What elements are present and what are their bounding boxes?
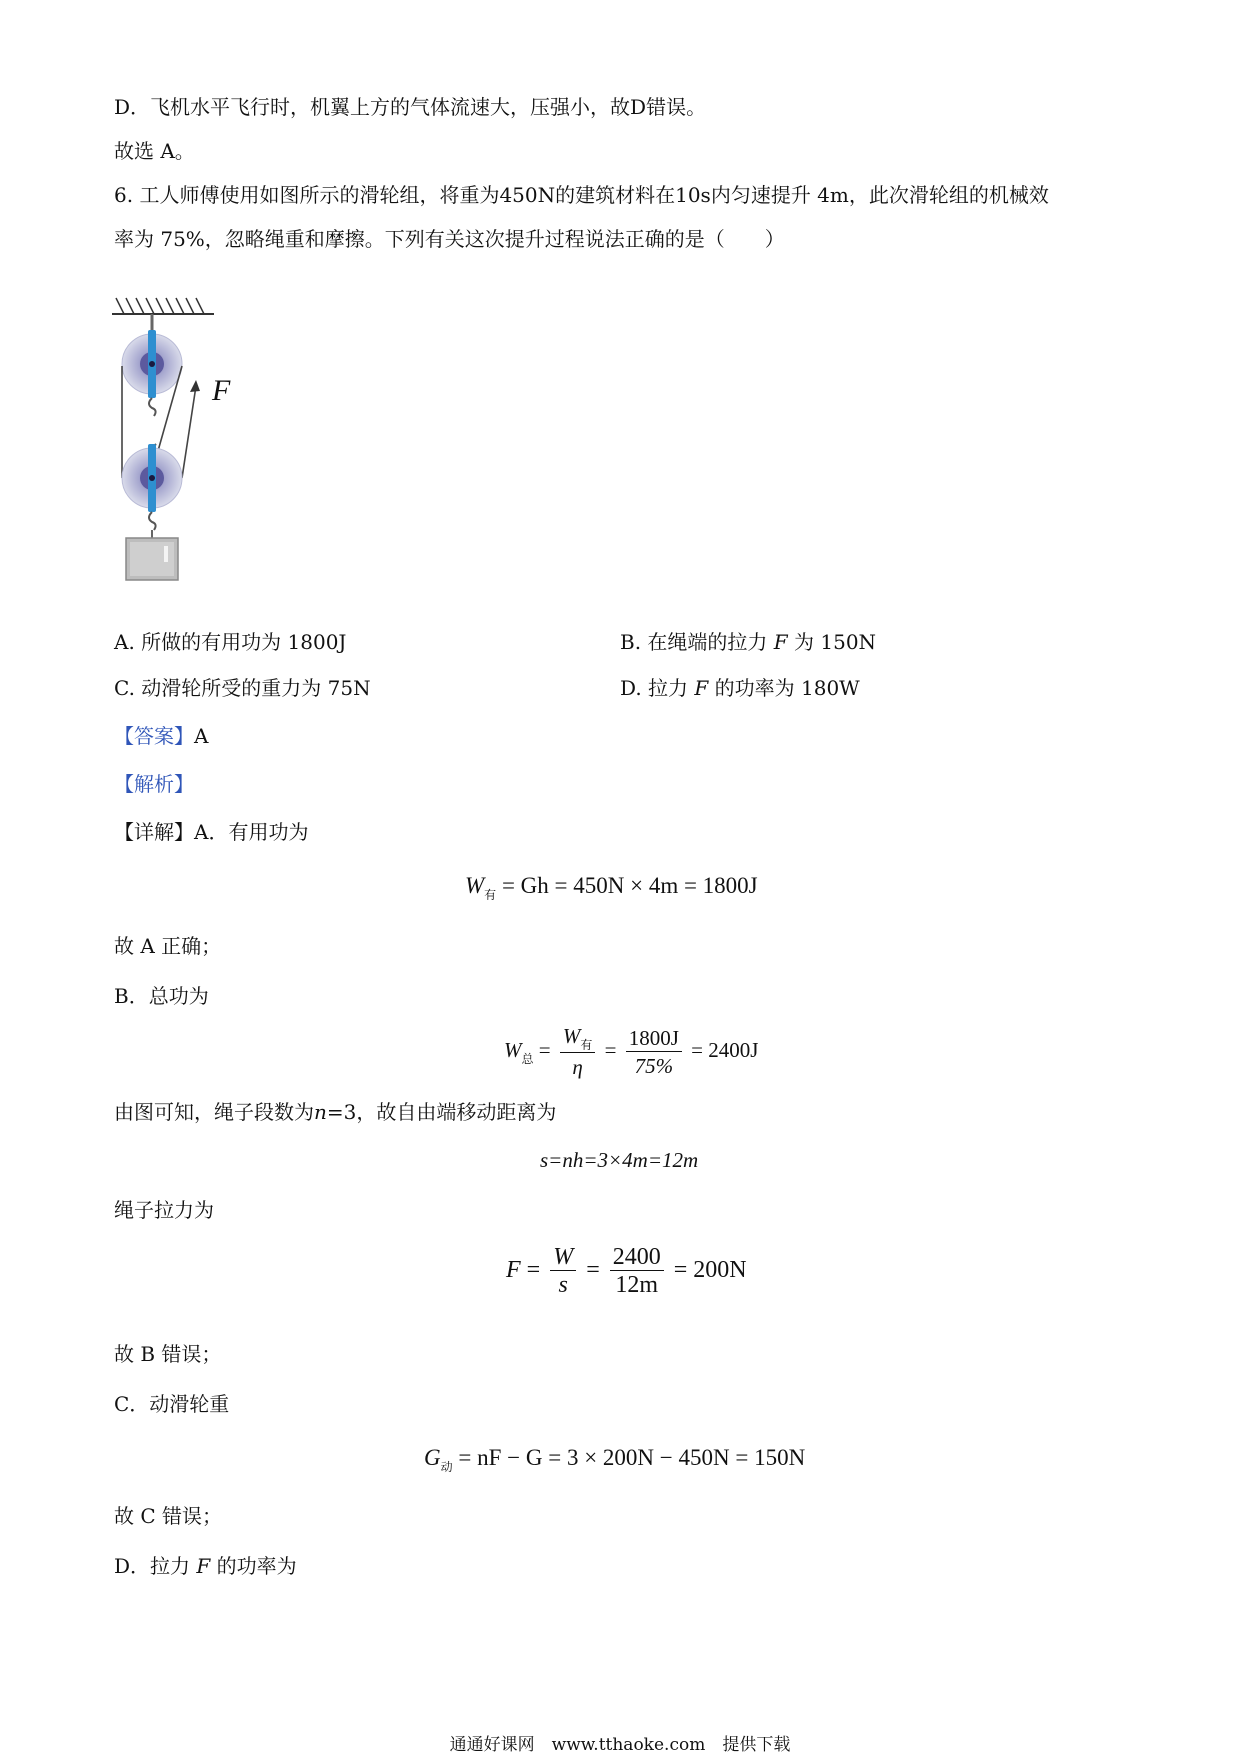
f5-sub: 动 [440,1460,453,1474]
answer-value: A [194,724,209,748]
f5-g: G [424,1445,441,1470]
load-block [126,538,178,580]
f4-den2: 12m [615,1272,659,1298]
detail-rope-force: 绳子拉力为 [114,1198,214,1222]
d-head-pre: D．拉力 [114,1554,197,1578]
prev-answer-text: 故选 A。 [114,139,195,163]
prev-option-d-text: D．飞机水平飞行时，机翼上方的气体流速大，压强小，故D错误。 [114,95,707,119]
f2-eq2: = [599,1037,622,1062]
f2-frac1 [560,1023,596,1081]
f4-eq2: = [580,1257,606,1284]
detail-c-wrong: 故 C 错误； [114,1504,223,1528]
f4-eq: = [520,1257,547,1284]
f2-sub: 总 [521,1051,534,1066]
formula-total-work [504,1023,758,1081]
detail-b-head: B．总功为 [114,984,209,1008]
f2-num2: 1800J [626,1025,682,1052]
f1-rhs: = Gh = 450N × 4m = 1800J [496,873,758,898]
formula-distance: s=nh=3×4m=12m [540,1148,699,1172]
f4-num1: W [550,1244,576,1271]
detail-intro: 【详解】A．有用功为 [114,820,309,844]
option-b-post: 为 150N [787,630,877,654]
f2-w: W [504,1037,522,1062]
f2-num1-sub: 有 [580,1038,593,1052]
pulley-system-figure [110,294,270,614]
f1-sub: 有 [484,888,497,902]
force-label: F [212,374,231,407]
n-text-post: =3，故自由端移动距离为 [326,1100,557,1124]
option-b [620,628,876,656]
f2-eq: = [533,1037,556,1062]
f4-frac1 [550,1244,576,1299]
ceiling-hatch [112,298,214,314]
n-text-pre: 由图可知，绳子段数为 [114,1100,314,1124]
detail-d-head [114,1552,297,1580]
f1-w: W [465,873,485,898]
detail-c-head: C．动滑轮重 [114,1392,230,1416]
option-b-pre: B. 在绳端的拉力 [620,630,774,654]
f2-result: = 2400J [685,1037,759,1062]
f4-num2: 2400 [610,1244,664,1271]
answer-label: 【答案】 [114,724,194,748]
formula-rope-force [506,1244,747,1299]
f2-den2: 75% [634,1053,674,1078]
movable-pulley [122,444,182,538]
detail-n-text [114,1098,556,1126]
d-head-var: F [196,1554,211,1578]
f2-den1: η [572,1055,583,1079]
f4-result: = 200N [667,1257,747,1284]
option-d-var: F [694,676,709,700]
formula-pulley-weight [424,1444,805,1475]
analysis-label: 【解析】 [114,772,194,796]
f2-frac2 [626,1025,682,1080]
option-a: A. 所做的有用功为 1800J [114,630,347,654]
f5-rhs: = nF − G = 3 × 200N − 450N = 150N [452,1445,806,1470]
option-d [620,674,860,702]
formula-useful-work [465,872,758,903]
detail-a-correct: 故 A 正确； [114,934,222,958]
f4-lhs: F [506,1257,521,1284]
question-6-line-2: 率为 75%，忽略绳重和摩擦。下列有关这次提升过程说法正确的是（ ） [114,227,785,251]
f4-frac2 [610,1244,664,1299]
answer-line [114,722,208,750]
page-footer: 通通好课网 www.tthaoke.com 提供下载 [449,1735,791,1755]
f2-num1-w: W [562,1024,581,1048]
option-d-post: 的功率为 180W [708,676,860,700]
option-b-var: F [773,630,788,654]
option-d-pre: D. 拉力 [620,676,695,700]
f4-den1: s [558,1272,568,1298]
fixed-pulley [122,330,182,416]
option-c: C. 动滑轮所受的重力为 75N [114,676,371,700]
n-text-var: n [314,1100,327,1124]
d-head-post: 的功率为 [210,1554,297,1578]
detail-b-wrong: 故 B 错误； [114,1342,222,1366]
question-6-line-1: 6. 工人师傅使用如图所示的滑轮组，将重为450N的建筑材料在10s内匀速提升 4m，此次滑轮组的机械效 [114,183,1049,207]
